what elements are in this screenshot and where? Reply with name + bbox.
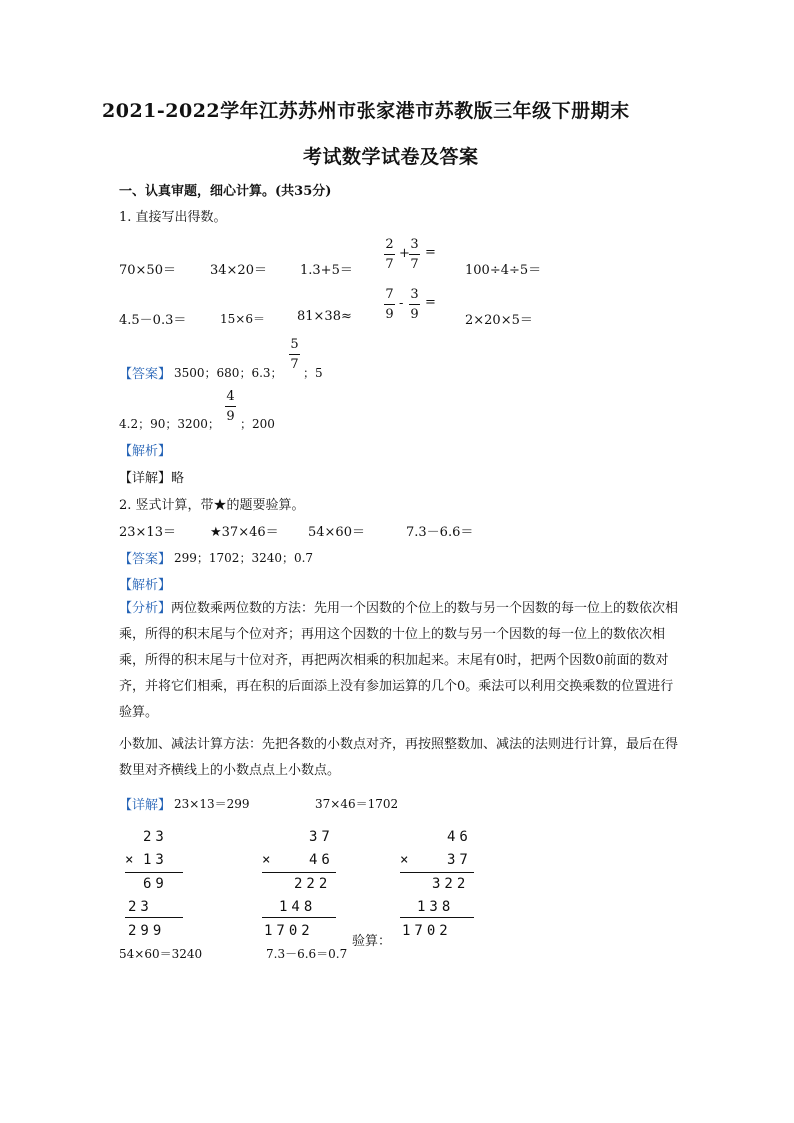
frac-numerator: 3 [410, 287, 419, 302]
q1-r2-frac1 [384, 288, 395, 322]
vc1-result: 299 [128, 923, 166, 939]
vc3-top: 46 [447, 829, 472, 845]
q1-answer-line1: 3500；680；6.3； [174, 366, 283, 380]
check-label: 验算： [352, 934, 392, 949]
q1-prompt: 1. 直接写出得数。 [119, 210, 227, 225]
q1-answer-line1-end: ；5 [303, 366, 323, 380]
q1-answer-frac1 [289, 338, 300, 372]
q1-r2-a: 4.5－0.3＝ [119, 313, 187, 328]
frac-denominator: 9 [410, 307, 419, 322]
frac-denominator: 7 [385, 257, 394, 272]
q1-r2-c: 81×38≈ [297, 309, 352, 324]
doc-title-line1: 2021-2022学年江苏苏州市张家港市苏教版三年级下册期末 [102, 100, 630, 122]
q2-analysis-p1 [119, 596, 679, 726]
q2-analysis-p2: 小数加、减法计算方法：先把各数的小数点对齐，再按照整数加、减法的法则进行计算，最后在得数里对齐横线上的小数点点上小数点。 [119, 737, 679, 778]
vc2-p1: 222 [294, 876, 332, 892]
q2-prompt: 2. 竖式计算，带★的题要验算。 [119, 498, 305, 513]
frac-numerator: 3 [410, 237, 419, 252]
frac-denominator: 9 [385, 307, 394, 322]
vc2-line-1 [262, 872, 336, 873]
q2-analysis-p1-text: 两位数乘两位数的方法：先用一个因数的个位上的数与另一个因数的每一位上的数依次相乘，所得的积末尾与个位对齐；再用这个因数的十位上的数与另一个因数的每一位上的数依次相乘，所得的积末尾与十位对齐，再把两次相乘的积加起来。末尾有0时，把两个因数0前面的数对齐，并将它们相乘，再在积的后面添上没有参加运算的几个0。乘法可以利用交换乘数的位置进行验算。 [119, 601, 679, 720]
q2-analysis-p1-label: 【分析】 [119, 601, 172, 616]
vc3-line-1 [400, 872, 474, 873]
q2-detail-label: 【详解】 [119, 798, 172, 813]
vc1-line-2 [125, 917, 183, 918]
frac-denominator: 7 [290, 357, 299, 372]
frac-numerator: 4 [226, 389, 235, 404]
q1-r1-b: 34×20＝ [210, 263, 267, 278]
frac-numerator: 5 [290, 337, 299, 352]
q2-problem-2: ★37×46＝ [210, 525, 279, 540]
q2-problem-4: 7.3－6.6＝ [406, 525, 474, 540]
q1-answer-frac2 [225, 390, 236, 424]
q1-r2-frac2 [409, 288, 420, 322]
q1-detail: 【详解】略 [119, 471, 185, 486]
q1-analysis-label: 【解析】 [119, 444, 172, 459]
vc1-p2: 23 [128, 899, 153, 915]
vc3-result: 1702 [402, 923, 452, 939]
vc2-result: 1702 [264, 923, 314, 939]
q1-answer-line2: 4.2；90；3200； [119, 417, 220, 431]
q1-r1-op: + [399, 246, 410, 261]
q2-detail-3: 54×60＝3240 [119, 947, 203, 961]
q1-answer-line2-end: ；200 [240, 417, 275, 431]
q1-answer-label: 【答案】 [119, 367, 172, 382]
vc1-p1: 69 [143, 876, 168, 892]
vc1-line-1 [125, 872, 183, 873]
frac-bar [289, 354, 300, 355]
frac-denominator: 9 [226, 409, 235, 424]
vc2-p2: 148 [279, 899, 317, 915]
vc3-p1: 322 [432, 876, 470, 892]
q1-r1-frac2 [409, 238, 420, 272]
q2-detail-4: 7.3－6.6＝0.7 [266, 947, 348, 961]
frac-bar [409, 304, 420, 305]
vc1-top: 23 [143, 829, 168, 845]
vc2-top: 37 [309, 829, 334, 845]
q1-r2-e: 2×20×5＝ [465, 313, 533, 328]
q2-detail-1: 23×13＝299 [174, 797, 250, 811]
vc2-times: × [262, 852, 275, 868]
vc3-bottom: 37 [447, 852, 472, 868]
q2-detail-2: 37×46＝1702 [315, 797, 399, 811]
section-heading: 一、认真审题，细心计算。(共35分) [119, 184, 332, 199]
q1-r1-e: 100÷4÷5＝ [465, 263, 542, 278]
vc3-times: × [400, 852, 413, 868]
frac-bar [384, 304, 395, 305]
frac-numerator: 7 [385, 287, 394, 302]
q1-r1-frac1 [384, 238, 395, 272]
frac-bar [225, 406, 236, 407]
frac-denominator: 7 [410, 257, 419, 272]
doc-title-line2: 考试数学试卷及答案 [303, 146, 479, 168]
q2-answer-label: 【答案】 [119, 552, 172, 567]
q1-r1-eq: = [425, 245, 436, 260]
vc1-bottom: 13 [143, 852, 168, 868]
vc2-bottom: 46 [309, 852, 334, 868]
q1-r2-eq: = [425, 295, 436, 310]
q2-analysis-label: 【解析】 [119, 578, 172, 593]
vc2-line-2 [262, 917, 336, 918]
q2-problem-1: 23×13＝ [119, 525, 176, 540]
vc3-p2: 138 [417, 899, 455, 915]
vc3-line-2 [400, 917, 474, 918]
q2-answer: 299；1702；3240；0.7 [174, 551, 314, 565]
q1-r2-b: 15×6＝ [220, 312, 265, 326]
q1-r1-a: 70×50＝ [119, 263, 176, 278]
frac-numerator: 2 [385, 237, 394, 252]
q1-r1-c: 1.3+5＝ [300, 263, 353, 278]
q2-problem-3: 54×60＝ [308, 525, 365, 540]
frac-bar [384, 254, 395, 255]
frac-bar [409, 254, 420, 255]
q1-r2-op: - [399, 296, 404, 311]
vc1-times: × [125, 852, 138, 868]
